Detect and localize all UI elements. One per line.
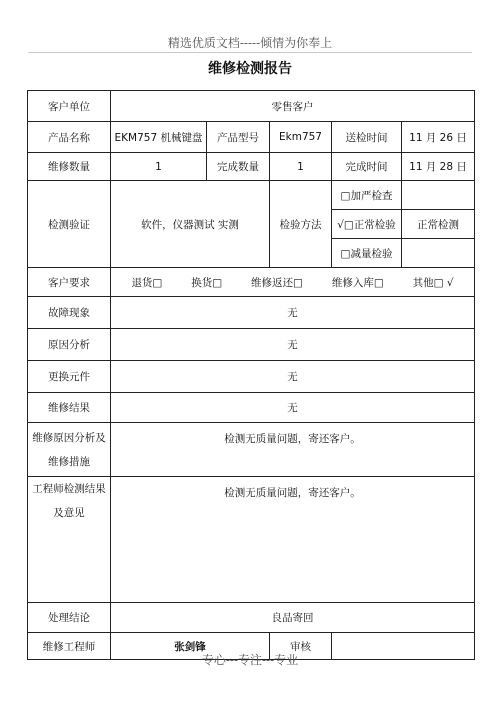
- method-option-normal: √□正常检验: [332, 210, 402, 239]
- conclusion-label: 处理结论: [28, 603, 111, 633]
- row-conclusion: [28, 603, 475, 633]
- method-option-reduced: □减量检验: [332, 239, 402, 268]
- row-customer-unit: [28, 91, 475, 122]
- fault-label: 故障现象: [28, 297, 111, 329]
- measures-label-line1: 维修原因分析及: [32, 431, 106, 444]
- requirement-options: [111, 268, 475, 297]
- done-qty-label: 完成数量: [207, 153, 270, 181]
- page-footer: 专心---专注---专业: [201, 653, 299, 667]
- engineer-name: 张剑锋: [111, 633, 270, 660]
- cause-value: 无: [111, 329, 475, 361]
- measures-label-line2: 维修措施: [48, 455, 90, 468]
- row-engineer-result: [28, 477, 475, 603]
- method-result: 正常检测: [402, 210, 475, 239]
- result-value: 无: [111, 393, 475, 423]
- row-fault: [28, 297, 475, 329]
- repair-qty-label: 维修数量: [28, 153, 111, 181]
- product-model-value: Ekm757: [270, 122, 332, 153]
- send-time-label: 送检时间: [332, 122, 402, 153]
- cause-label: 原因分析: [28, 329, 111, 361]
- repair-qty-value: 1: [111, 153, 207, 181]
- row-inspection-1: [28, 181, 475, 210]
- engineer-result-label-line2: 及意见: [53, 507, 85, 519]
- done-time-value: 11 月 28 日: [402, 153, 475, 181]
- done-qty-value: 1: [270, 153, 332, 181]
- done-time-label: 完成时间: [332, 153, 402, 181]
- send-time-value: 11 月 26 日: [402, 122, 475, 153]
- conclusion-value: 良品寄回: [111, 603, 475, 633]
- requirement-exchange: 换货□: [191, 276, 223, 289]
- measures-label: [28, 423, 111, 477]
- row-product: [28, 122, 475, 153]
- engineer-label: 维修工程师: [28, 633, 111, 660]
- repair-report-table: [27, 90, 475, 660]
- page-header: 精选优质文档-----倾情为你奉上: [167, 36, 333, 50]
- parts-label: 更换元件: [28, 361, 111, 393]
- requirement-label: 客户要求: [28, 268, 111, 297]
- inspection-label: 检测验证: [28, 181, 111, 268]
- method-result-bottom: [402, 239, 475, 268]
- row-quantity: [28, 153, 475, 181]
- method-option-strict: □加严检查: [332, 181, 402, 210]
- measures-value: 检测无质量问题，寄还客户。: [111, 423, 475, 477]
- document-title: 维修检测报告: [208, 61, 292, 77]
- row-result: [28, 393, 475, 423]
- row-parts: [28, 361, 475, 393]
- customer-unit-label: 客户单位: [28, 91, 111, 122]
- engineer-result-label-line1: 工程师检测结果: [32, 483, 106, 495]
- customer-unit-value: 零售客户: [111, 91, 475, 122]
- requirement-other: 其他□ √: [412, 276, 454, 289]
- result-label: 维修结果: [28, 393, 111, 423]
- requirement-repair-return: 维修返还□: [251, 276, 303, 289]
- product-name-value: EKM757 机械键盘: [111, 122, 207, 153]
- requirement-return: 退货□: [131, 276, 163, 289]
- row-requirement: [28, 268, 475, 297]
- parts-value: 无: [111, 361, 475, 393]
- product-name-label: 产品名称: [28, 122, 111, 153]
- fault-value: 无: [111, 297, 475, 329]
- method-label: 检验方法: [270, 181, 332, 268]
- method-result-top: [402, 181, 475, 210]
- row-measures: [28, 423, 475, 477]
- review-label: 审核: [270, 633, 332, 660]
- inspection-value: 软件，仪器测试 实测: [111, 181, 270, 268]
- row-cause: [28, 329, 475, 361]
- requirement-repair-stock: 维修入库□: [331, 276, 384, 289]
- engineer-result-label: [28, 477, 111, 603]
- header-divider: [28, 52, 472, 53]
- product-model-label: 产品型号: [207, 122, 270, 153]
- engineer-result-value: 检测无质量问题，寄还客户。: [111, 477, 475, 603]
